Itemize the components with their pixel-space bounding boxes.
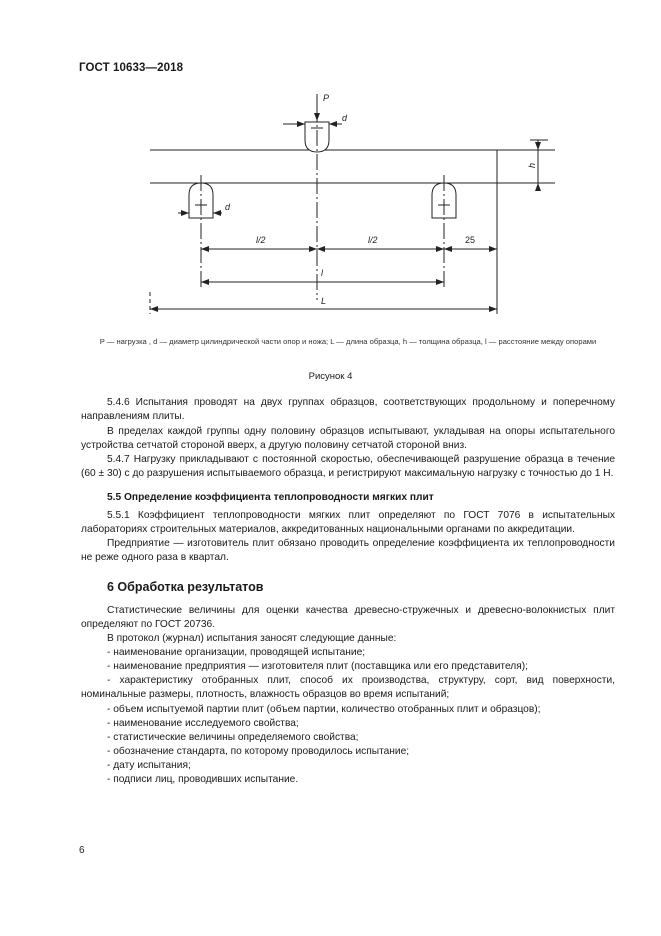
label-l: l: [321, 268, 323, 278]
list-item: - обозначение стандарта, по которому проводилось испытание;: [107, 746, 410, 757]
section-5-5-heading: 5.5 Определение коэффициента теплопроводности мягких плит: [107, 492, 434, 503]
list-item: - статистические величины определяемого свойства;: [107, 732, 359, 743]
label-P: P: [323, 93, 330, 103]
paragraph-6-stats: Статистические величины для оценки качества древесно-стружечных и древесно-волокнистых плит определяют по ГОСТ 20736.: [81, 605, 615, 631]
list-item: - наименование исследуемого свойства;: [107, 718, 299, 729]
paragraph-5-5-1: 5.5.1 Коэффициент теплопроводности мягких плит определяют по ГОСТ 7076 в испытательных лабораториях строительных материалов, аккредитованных национальными органами по аккредитации.: [81, 510, 615, 536]
page-number: 6: [79, 845, 85, 856]
paragraph-5-5-1-cont: Предприятие — изготовитель плит обязано проводить определение коэффициента их теплопроводности не реже одного раза в квартал.: [81, 538, 615, 564]
document-code: ГОСТ 10633—2018: [79, 62, 184, 74]
paragraph-5-4-6-cont: В пределах каждой группы одну половину образцов испытывают, укладывая на опоры испытательного устройства сетчатой стороной вверх, а другую половину сетчатой стороной вниз.: [81, 426, 615, 452]
list-item: - подписи лиц, проводивших испытание.: [107, 774, 299, 785]
label-l2-left: l/2: [256, 235, 266, 245]
paragraph-5-4-7: 5.4.7 Нагрузку прикладывают с постоянной скоростью, обеспечивающей разрушение образца в течение (60 ± 30) с до разрушения испытываемого образца, и регистрируют максимальную нагрузку с точностью до 1 Н.: [81, 454, 615, 480]
figure-legend: P — нагрузка , d — диаметр цилиндрической части опор и ножа; L — длина образца, h — толщина образца, l — расстояние между опорами: [99, 337, 597, 346]
label-L: L: [321, 296, 327, 306]
label-d-top: d: [342, 113, 348, 123]
test-setup-diagram: [0, 0, 661, 336]
label-25: 25: [465, 235, 476, 245]
paragraph-5-4-6: 5.4.6 Испытания проводят на двух группах образцов, соответствующих продольному и поперечному направлениям плиты.: [81, 397, 615, 423]
label-h: h: [527, 162, 537, 168]
label-l2-right: l/2: [368, 235, 378, 245]
list-item: - дату испытания;: [107, 760, 191, 771]
figure-caption: Рисунок 4: [308, 371, 353, 382]
list-item: - характеристику отобранных плит, способ их производства, структуру, сорт, вид поверхности, номинальные размеры, плотность, влажность образцов во время испытаний;: [81, 675, 615, 701]
list-item: - наименование организации, проводящей испытание;: [107, 647, 366, 658]
list-item: - наименование предприятия — изготовителя плит (поставщика или его представителя);: [107, 661, 528, 672]
section-6-heading: 6 Обработка результатов: [107, 580, 264, 594]
label-d-left: d: [225, 202, 231, 212]
list-item: - объем испытуемой партии плит (объем партии, количество отобранных плит и образцов);: [107, 704, 541, 715]
paragraph-6-protocol: В протокол (журнал) испытания заносят следующие данные:: [107, 633, 397, 644]
